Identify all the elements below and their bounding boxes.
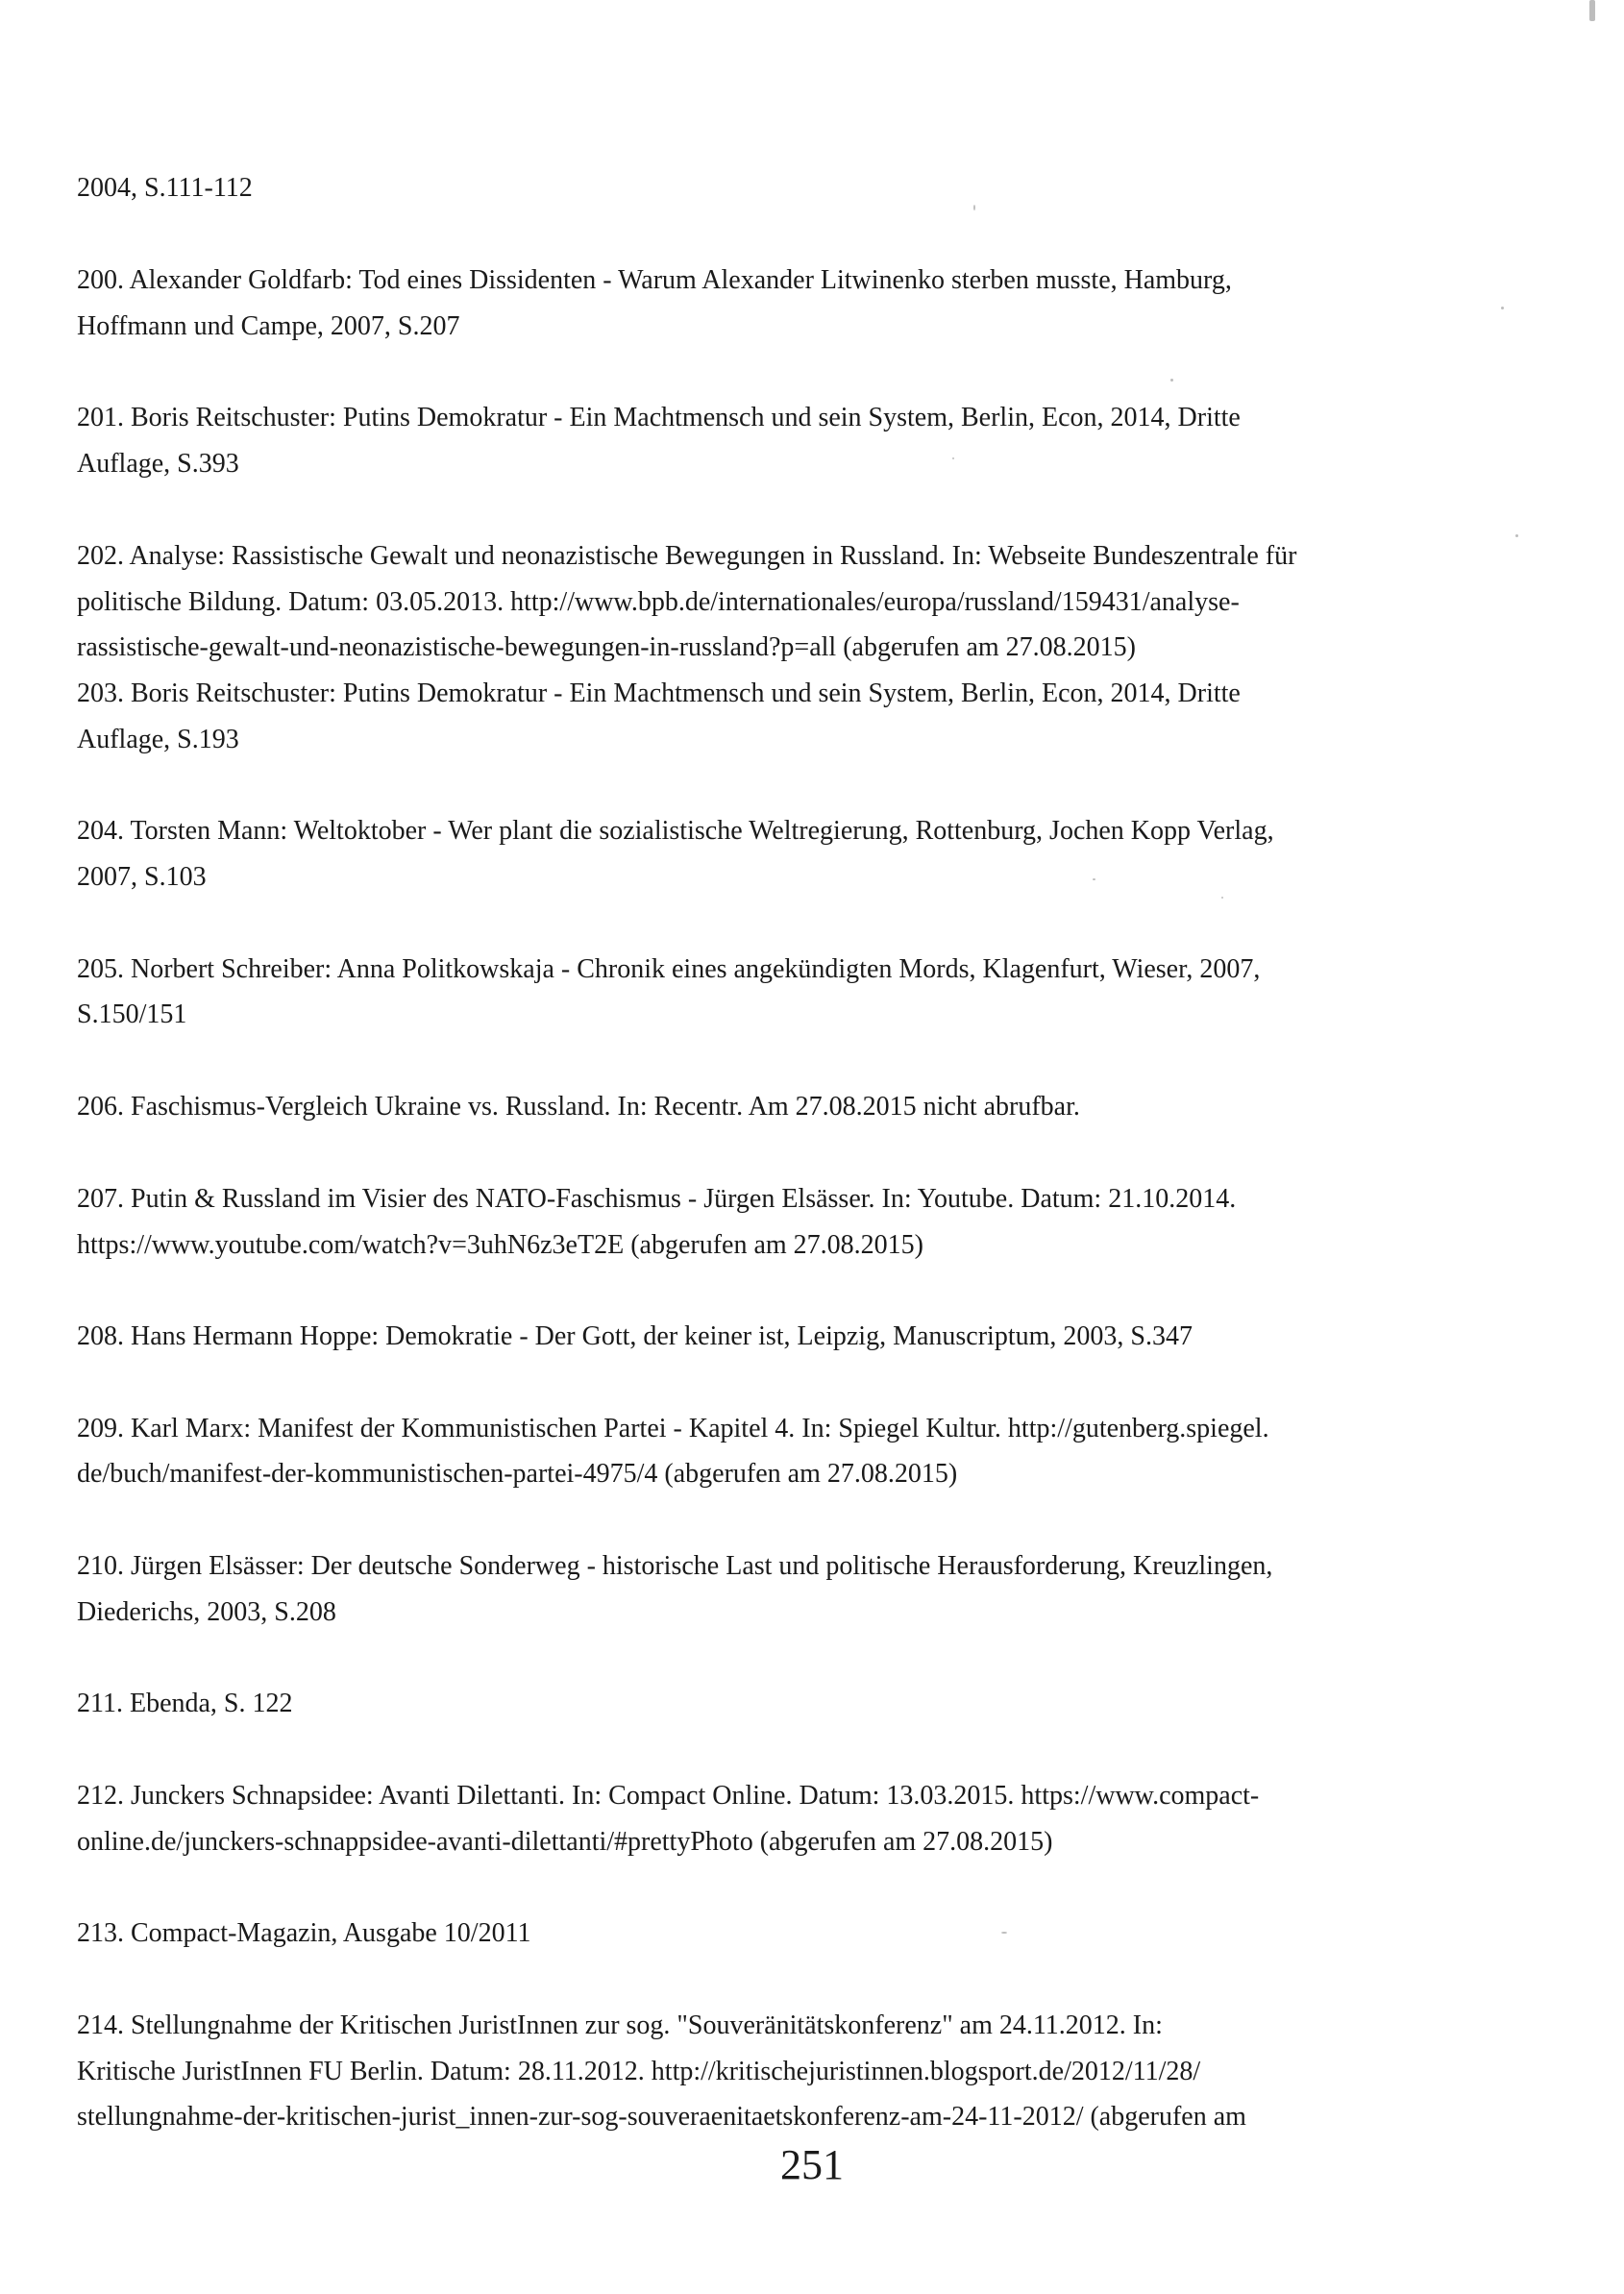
footnote-line: 200. Alexander Goldfarb: Tod eines Dissidenten - Warum Alexander Litwinenko sterben musste, Hamburg, [77, 265, 1232, 295]
scan-speck [1501, 307, 1504, 309]
footnote-line: 206. Faschismus-Vergleich Ukraine vs. Russland. In: Recentr. Am 27.08.2015 nicht abrufbar. [77, 1092, 1080, 1122]
footnote-line: Kritische JuristInnen FU Berlin. Datum: 28.11.2012. http://kritischejuristinnen.blogsport.de/2012/11/28/ [77, 2057, 1201, 2086]
footnote-line: 214. Stellungnahme der Kritischen JuristInnen zur sog. "Souveränitätskonferenz" am 24.11.2012. In: [77, 2010, 1163, 2040]
footnote-line: 204. Torsten Mann: Weltoktober - Wer plant die sozialistische Weltregierung, Rottenburg, Jochen Kopp Verlag, [77, 816, 1274, 846]
footnote-line: 208. Hans Hermann Hoppe: Demokratie - Der Gott, der keiner ist, Leipzig, Manuscriptum, 2003, S.347 [77, 1321, 1193, 1351]
footnote-line: rassistische-gewalt-und-neonazistische-bewegungen-in-russland?p=all (abgerufen am 27.08.2015) [77, 632, 1136, 662]
footnote-line: stellungnahme-der-kritischen-jurist_innen-zur-sog-souveraenitaetskonferenz-am-24-11-2012/ (abgerufen am [77, 2102, 1246, 2132]
footnote-line: 213. Compact-Magazin, Ausgabe 10/2011 [77, 1918, 531, 1948]
footnote-line: 210. Jürgen Elsässer: Der deutsche Sonderweg - historische Last und politische Herausforderung, Kreuzlingen, [77, 1551, 1273, 1581]
footnote-line: 207. Putin & Russland im Visier des NATO-Faschismus - Jürgen Elsässer. In: Youtube. Datum: 21.10.2014. [77, 1184, 1237, 1214]
footnote-line: 211. Ebenda, S. 122 [77, 1689, 293, 1718]
footnote-line: politische Bildung. Datum: 03.05.2013. http://www.bpb.de/internationales/europa/russland/159431/analyse- [77, 587, 1240, 617]
page-number: 251 [780, 2141, 844, 2188]
footnote-line: 202. Analyse: Rassistische Gewalt und neonazistische Bewegungen in Russland. In: Webseite Bundeszentrale für [77, 541, 1297, 571]
footnote-line: 205. Norbert Schreiber: Anna Politkowskaja - Chronik eines angekündigten Mords, Klagenfurt, Wieser, 2007, [77, 954, 1261, 984]
footnote-line: 201. Boris Reitschuster: Putins Demokratur - Ein Machtmensch und sein System, Berlin, Econ, 2014, Dritte [77, 403, 1241, 432]
footnote-line: 209. Karl Marx: Manifest der Kommunistischen Partei - Kapitel 4. In: Spiegel Kultur. http://gutenberg.spiegel. [77, 1414, 1269, 1443]
footnote-line: Auflage, S.193 [77, 725, 239, 754]
scan-speck [1093, 878, 1095, 880]
footnote-line: S.150/151 [77, 999, 187, 1029]
scan-speck [1001, 1932, 1007, 1934]
footnote-line: Hoffmann und Campe, 2007, S.207 [77, 311, 460, 341]
footnote-line: https://www.youtube.com/watch?v=3uhN6z3eT2E (abgerufen am 27.08.2015) [77, 1230, 923, 1260]
scan-speck [1221, 897, 1223, 899]
footnote-line: 212. Junckers Schnapsidee: Avanti Dilettanti. In: Compact Online. Datum: 13.03.2015. https://www.compact- [77, 1781, 1260, 1811]
scan-speck [1589, 0, 1595, 21]
footnote-line: 2007, S.103 [77, 862, 207, 892]
footnote-line: de/buch/manifest-der-kommunistischen-partei-4975/4 (abgerufen am 27.08.2015) [77, 1459, 958, 1489]
scan-speck [1170, 379, 1173, 382]
footnote-line: online.de/junckers-schnappsidee-avanti-dilettanti/#prettyPhoto (abgerufen am 27.08.2015) [77, 1827, 1053, 1857]
footnote-line: Diederichs, 2003, S.208 [77, 1597, 336, 1627]
scan-speck [973, 205, 975, 210]
footnote-line: 203. Boris Reitschuster: Putins Demokratur - Ein Machtmensch und sein System, Berlin, Econ, 2014, Dritte [77, 678, 1241, 708]
footnote-line: Auflage, S.393 [77, 449, 239, 479]
scan-speck [1515, 534, 1518, 537]
scan-speck [952, 457, 954, 459]
footnote-line: 2004, S.111-112 [77, 173, 253, 203]
